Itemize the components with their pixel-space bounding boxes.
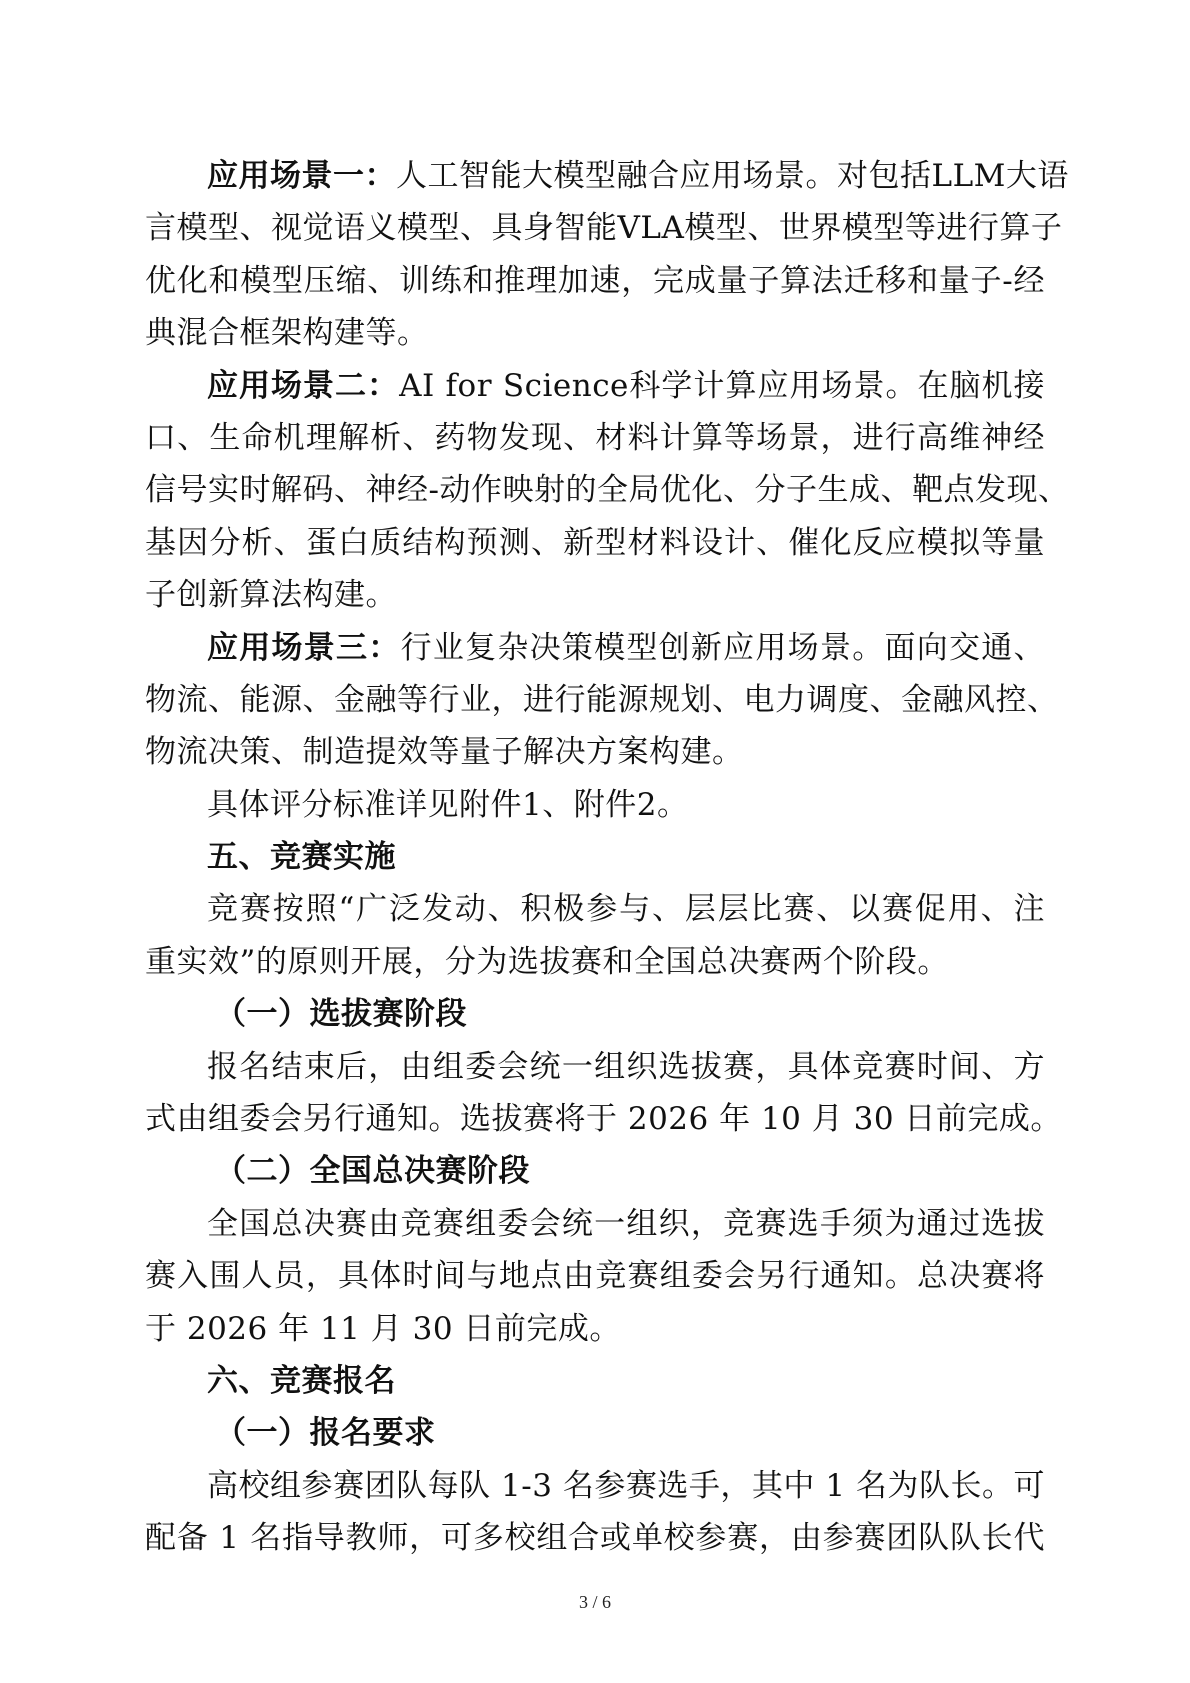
body-line: 于 2026 年 11 月 30 日前完成。	[145, 1310, 621, 1347]
scenario-1-text: 人工智能大模型融合应用场景。对包括LLM大语	[396, 158, 1069, 194]
body-line: 重实效”的原则开展，分为选拔赛和全国总决赛两个阶段。	[145, 943, 949, 980]
scenario-3-heading: 应用场景三：	[207, 629, 401, 666]
body-line: 言模型、视觉语义模型、具身智能VLA模型、世界模型等进行算子	[145, 210, 1063, 247]
body-line: 高校组参赛团队每队 1-3 名参赛选手，其中 1 名为队长。可	[207, 1467, 1045, 1504]
body-line: 竞赛按照“广泛发动、积极参与、层层比赛、以赛促用、注	[207, 891, 1045, 928]
body-line: 物流决策、制造提效等量子解决方案构建。	[145, 734, 744, 771]
document-body	[145, 150, 1070, 1565]
subsection-heading-selection: （一）选拔赛阶段	[215, 996, 467, 1033]
body-line: 基因分析、蛋白质结构预测、新型材料设计、催化反应模拟等量	[145, 524, 1045, 561]
body-line: 物流、能源、金融等行业，进行能源规划、电力调度、金融风控、	[145, 681, 1059, 718]
body-line: 配备 1 名指导教师，可多校组合或单校参赛，由参赛团队队长代	[145, 1520, 1045, 1557]
body-line: 式由组委会另行通知。选拔赛将于 2026 年 10 月 30 日前完成。	[145, 1101, 1062, 1138]
body-line: 全国总决赛由竞赛组委会统一组织，竞赛选手须为通过选拔	[207, 1205, 1045, 1242]
scenario-2-heading: 应用场景二：	[207, 367, 400, 404]
body-line: 典混合框架构建等。	[145, 315, 429, 352]
scoring-note: 具体评分标准详见附件1、附件2。	[207, 786, 689, 823]
body-line: 报名结束后，由组委会统一组织选拔赛，具体竞赛时间、方	[207, 1048, 1045, 1085]
body-line: 赛入围人员，具体时间与地点由竞赛组委会另行通知。总决赛将	[145, 1258, 1045, 1295]
scenario-3-line-1	[145, 622, 1045, 674]
scenario-2-line-1	[145, 360, 1045, 412]
scenario-2-text: AI for Science科学计算应用场景。在脑机接	[399, 367, 1046, 404]
section-heading-5: 五、竞赛实施	[207, 839, 396, 876]
subsection-heading-final: （二）全国总决赛阶段	[215, 1153, 530, 1190]
body-line: 口、生命机理解析、药物发现、材料计算等场景，进行高维神经	[145, 419, 1045, 456]
page-number: 3 / 6	[578, 1592, 611, 1612]
subsection-heading-requirements: （一）报名要求	[215, 1415, 436, 1452]
section-heading-6: 六、竞赛报名	[207, 1362, 396, 1399]
scenario-3-text: 行业复杂决策模型创新应用场景。面向交通、	[400, 629, 1046, 666]
scenario-1-line-1	[145, 150, 1069, 202]
body-line: 优化和模型压缩、训练和推理加速，完成量子算法迁移和量子-经	[145, 262, 1045, 299]
body-line: 信号实时解码、神经-动作映射的全局优化、分子生成、靶点发现、	[145, 472, 1070, 509]
scenario-1-heading: 应用场景一：	[207, 158, 396, 194]
body-line: 子创新算法构建。	[145, 577, 397, 614]
